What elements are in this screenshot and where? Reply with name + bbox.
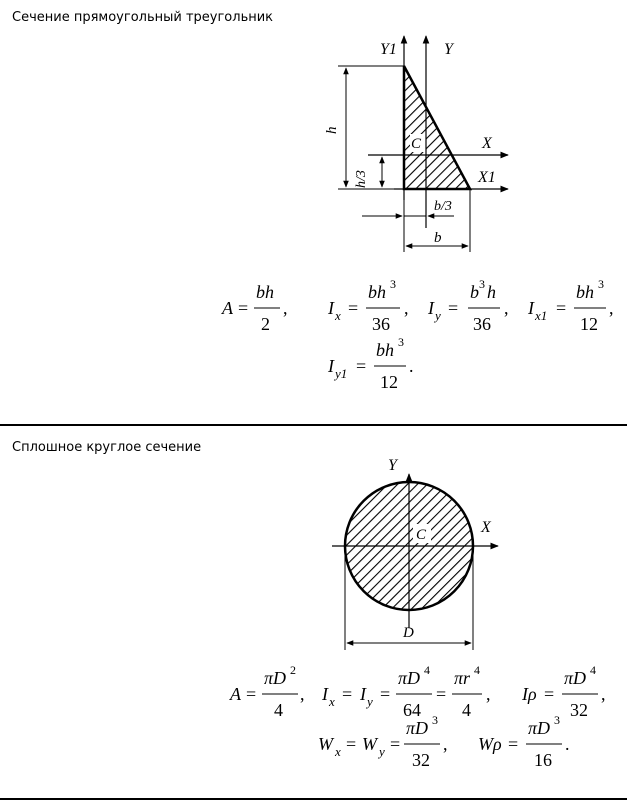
svg-text:W: W bbox=[318, 734, 333, 754]
svg-text:32: 32 bbox=[412, 750, 430, 770]
svg-text:y1: y1 bbox=[335, 366, 348, 381]
svg-text:,: , bbox=[609, 298, 614, 318]
svg-text:x: x bbox=[335, 308, 341, 323]
svg-text:I: I bbox=[528, 298, 534, 318]
svg-text:=: = bbox=[342, 684, 353, 704]
svg-text:2: 2 bbox=[290, 663, 296, 677]
svg-text:y: y bbox=[379, 744, 385, 759]
svg-text:=: = bbox=[348, 298, 359, 318]
svg-text:h: h bbox=[487, 282, 496, 302]
label-h: h bbox=[324, 126, 340, 134]
svg-text:x1: x1 bbox=[535, 308, 548, 323]
svg-text:,: , bbox=[443, 734, 448, 754]
svg-text:3: 3 bbox=[479, 277, 485, 291]
svg-text:=: = bbox=[246, 684, 257, 704]
svg-text:32: 32 bbox=[570, 700, 588, 720]
label-y: Y bbox=[388, 457, 397, 474]
svg-text:3: 3 bbox=[398, 335, 404, 349]
label-x1: X1 bbox=[478, 169, 496, 186]
svg-text:Iρ: Iρ bbox=[522, 684, 537, 704]
circle-formulas bbox=[229, 663, 606, 770]
svg-text:3: 3 bbox=[432, 713, 438, 727]
svg-text:=: = bbox=[346, 734, 357, 754]
label-b: b bbox=[434, 230, 442, 246]
svg-text:Wρ: Wρ bbox=[478, 734, 502, 754]
svg-text:4: 4 bbox=[462, 700, 471, 720]
label-y: Y bbox=[444, 41, 453, 58]
svg-text:bh: bh bbox=[376, 340, 394, 360]
svg-text:A: A bbox=[230, 684, 241, 704]
svg-text:36: 36 bbox=[372, 314, 390, 334]
label-centroid: C bbox=[416, 527, 427, 543]
svg-text:I: I bbox=[322, 684, 328, 704]
svg-text:=: = bbox=[238, 298, 249, 318]
svg-text:=: = bbox=[380, 684, 391, 704]
svg-text:4: 4 bbox=[424, 663, 430, 677]
svg-text:b: b bbox=[470, 282, 479, 302]
svg-text:.: . bbox=[409, 356, 414, 376]
svg-text:bh: bh bbox=[368, 282, 386, 302]
svg-text:πD: πD bbox=[398, 668, 421, 688]
svg-text:64: 64 bbox=[403, 700, 421, 720]
svg-text:=: = bbox=[556, 298, 567, 318]
svg-text:2: 2 bbox=[261, 314, 270, 334]
label-centroid: C bbox=[411, 136, 422, 152]
svg-text:πD: πD bbox=[406, 718, 429, 738]
svg-text:,: , bbox=[504, 298, 509, 318]
svg-text:=: = bbox=[448, 298, 459, 318]
svg-text:4: 4 bbox=[274, 700, 283, 720]
svg-text:I: I bbox=[328, 298, 334, 318]
label-x: X bbox=[481, 519, 491, 536]
svg-text:4: 4 bbox=[590, 663, 596, 677]
triangle-diagram bbox=[324, 36, 508, 252]
svg-text:,: , bbox=[601, 684, 606, 704]
svg-text:,: , bbox=[283, 298, 288, 318]
svg-text:=: = bbox=[436, 684, 447, 704]
svg-text:πD: πD bbox=[564, 668, 587, 688]
svg-text:.: . bbox=[565, 734, 570, 754]
svg-text:πD: πD bbox=[528, 718, 551, 738]
svg-text:x: x bbox=[329, 694, 335, 709]
svg-text:12: 12 bbox=[580, 314, 598, 334]
svg-text:36: 36 bbox=[473, 314, 491, 334]
svg-text:16: 16 bbox=[534, 750, 552, 770]
svg-text:,: , bbox=[300, 684, 305, 704]
label-h3: h/3 bbox=[354, 170, 369, 188]
svg-text:=: = bbox=[544, 684, 555, 704]
triangle-shape bbox=[404, 66, 470, 189]
svg-text:πr: πr bbox=[454, 668, 471, 688]
svg-text:,: , bbox=[486, 684, 491, 704]
label-d: D bbox=[403, 625, 414, 641]
svg-text:=: = bbox=[508, 734, 519, 754]
svg-text:x: x bbox=[335, 744, 341, 759]
svg-text:bh: bh bbox=[576, 282, 594, 302]
svg-text:πD: πD bbox=[264, 668, 287, 688]
svg-text:3: 3 bbox=[554, 713, 560, 727]
svg-text:I: I bbox=[328, 356, 334, 376]
section-title-circle: Сплошное круглое сечение bbox=[12, 440, 202, 455]
svg-text:y: y bbox=[367, 694, 373, 709]
svg-text:,: , bbox=[404, 298, 409, 318]
svg-text:3: 3 bbox=[598, 277, 604, 291]
svg-text:y: y bbox=[435, 308, 441, 323]
svg-text:bh: bh bbox=[256, 282, 274, 302]
svg-text:=: = bbox=[390, 734, 401, 754]
label-b3: b/3 bbox=[434, 199, 452, 214]
triangle-formulas bbox=[221, 277, 614, 392]
svg-text:W: W bbox=[362, 734, 377, 754]
svg-text:I: I bbox=[360, 684, 366, 704]
svg-text:4: 4 bbox=[474, 663, 480, 677]
circle-diagram bbox=[332, 457, 498, 650]
svg-text:A: A bbox=[222, 298, 233, 318]
svg-text:I: I bbox=[428, 298, 434, 318]
label-x: X bbox=[482, 135, 492, 152]
label-y1: Y1 bbox=[380, 41, 397, 58]
svg-text:3: 3 bbox=[390, 277, 396, 291]
svg-text:=: = bbox=[356, 356, 367, 376]
svg-text:12: 12 bbox=[380, 372, 398, 392]
section-title-triangle: Сечение прямоугольный треугольник bbox=[12, 10, 274, 25]
